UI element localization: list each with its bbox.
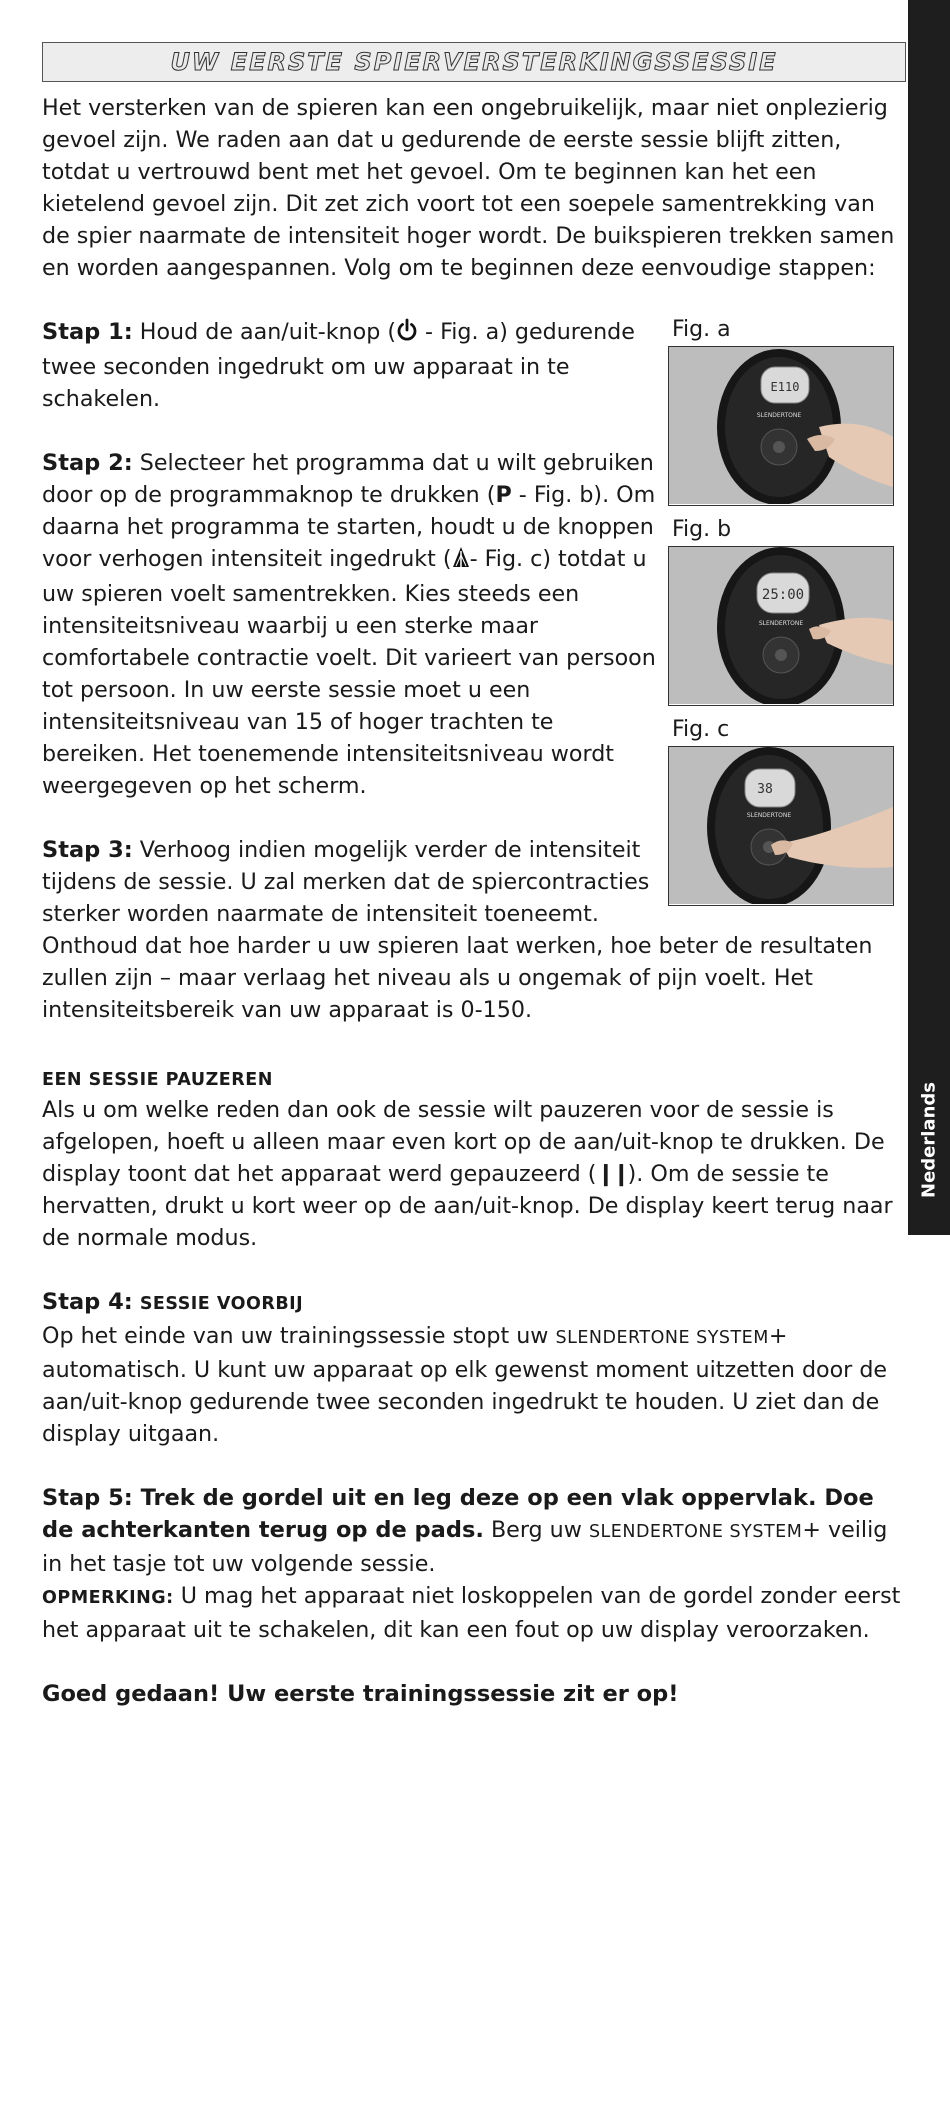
- step-5: [42, 1482, 908, 1646]
- step-1-label: Stap 1:: [42, 319, 133, 345]
- fig-b-photo: [668, 546, 894, 706]
- fig-a-display: E110: [770, 380, 800, 394]
- fig-b-label: Fig. b: [672, 517, 732, 542]
- fig-c-display: 38: [757, 782, 773, 797]
- fig-a-photo: [668, 346, 894, 506]
- step-3-label: Stap 3:: [42, 837, 133, 863]
- step-4-product: SLENDERTONE SYSTEM: [555, 1328, 769, 1348]
- title-box: [42, 42, 906, 82]
- step-1-text-a: Houd de aan/uit-knop (: [132, 319, 396, 345]
- fig-c-label: Fig. c: [672, 717, 730, 742]
- pause-icon: ❙❙: [596, 1161, 628, 1187]
- fig-c-photo: [668, 746, 894, 906]
- step-5-text-b: + veilig in het tasje tot uw volgende sessie.: [42, 1517, 888, 1577]
- step-4-text-a: Op het einde van uw trainingssessie stopt uw: [42, 1323, 556, 1349]
- fig-c-brand: SLENDERTONE: [746, 812, 792, 819]
- language-tab: [908, 1080, 950, 1200]
- step-5-text-a: Berg uw: [483, 1517, 589, 1543]
- step-2: [42, 447, 662, 802]
- closing-line: Goed gedaan! Uw eerste trainingssessie zit er op!: [42, 1681, 679, 1707]
- figures-column: [668, 316, 896, 916]
- page-content: [42, 42, 908, 1710]
- steps-section: [42, 316, 908, 930]
- step-2-label: Stap 2:: [42, 450, 133, 476]
- step-5-product: SLENDERTONE SYSTEM: [588, 1522, 803, 1542]
- step-4-text-b: + automatisch. U kunt uw apparaat op elk gewenst moment uitzetten door de aan/uit-knop gedurende twee seconden ingedrukt te houden. U ziet dan de display uitgaan.: [42, 1323, 888, 1447]
- step-4: [42, 1286, 908, 1450]
- step-1-text-b: - Fig. a) gedurende twee seconden ingedrukt om uw apparaat in te schakelen.: [42, 319, 635, 412]
- intensity-up-icon: [452, 545, 470, 578]
- pause-paragraph: [42, 1094, 908, 1254]
- step-1: [42, 316, 662, 415]
- step-2-text-b: - Fig. b). Om daarna het programma te starten, houdt u de knoppen voor verhogen intensiteit ingedrukt (: [42, 482, 656, 572]
- steps-text-column: [42, 316, 662, 930]
- language-tab-bar: [908, 0, 950, 1235]
- fig-b-brand: SLENDERTONE: [758, 620, 804, 627]
- step-3-text-a: Verhoog indien mogelijk verder de intensiteit tijdens de sessie. U zal merken dat de spiercontracties sterker worden naarmate de intensiteit toeneemt.: [42, 837, 650, 927]
- step-4-heading: SESSIE VOORBIJ: [139, 1294, 304, 1314]
- step-2-text-a: Selecteer het programma dat u wilt gebruiken door op de programmaknop te drukken (: [42, 450, 654, 508]
- step-5-heading: Stap 5: Trek de gordel uit en leg deze op een vlak oppervlak. Doe de achterkanten terug op de pads.: [42, 1485, 874, 1543]
- pause-heading: EEN SESSIE PAUZEREN: [42, 1070, 273, 1090]
- fig-a-label: Fig. a: [672, 317, 731, 342]
- language-tab-label: Nederlands: [918, 1082, 940, 1198]
- pause-text-b: ). Om de sessie te hervatten, drukt u kort weer op de aan/uit-knop. De display keert terug naar de normale modus.: [42, 1161, 893, 1251]
- step-2-text-c: - Fig. c) totdat u uw spieren voelt samentrekken. Kies steeds een intensiteitsniveau waarbij u een sterke maar comfortabele contractie voelt. Dit varieert van persoon tot persoon. In uw eerste sessie moet u een intensiteitsniveau van 15 of hoger trachten te bereiken. Het toenemende intensiteitsniveau wordt weergegeven op het scherm.: [42, 546, 656, 799]
- step-3: [42, 834, 662, 930]
- program-p-symbol: P: [495, 482, 512, 508]
- pause-text-a: Als u om welke reden dan ook de sessie wilt pauzeren voor de sessie is afgelopen, hoeft u alleen maar even kort op de aan/uit-knop te drukken. De display toont dat het apparaat werd gepauzeerd (: [42, 1097, 885, 1187]
- step-4-label: Stap 4:: [42, 1289, 133, 1315]
- note-label: OPMERKING:: [42, 1588, 174, 1608]
- fig-b-display: 25:00: [761, 587, 805, 603]
- fig-a-brand: SLENDERTONE: [756, 412, 802, 419]
- note-text: U mag het apparaat niet loskoppelen van de gordel zonder eerst het apparaat uit te schakelen, dit kan een fout op uw display veroorzaken.: [42, 1583, 901, 1643]
- step-3-continued: Onthoud dat hoe harder u uw spieren laat werken, hoe beter de resultaten zullen zijn – maar verlaag het niveau als u ongemak of pijn voelt. Het intensiteitsbereik van uw apparaat is 0-150.: [42, 933, 873, 1023]
- power-icon: [396, 318, 418, 351]
- intro-paragraph: Het versterken van de spieren kan een ongebruikelijk, maar niet onplezierig gevoel zijn. We raden aan dat u gedurende de eerste sessie blijft zitten, totdat u vertrouwd bent met het gevoel. Om te beginnen kan het een kietelend gevoel zijn. Dit zet zich voort tot een soepele samentrekking van de spier naarmate de intensiteit hoger wordt. De buikspieren trekken samen en worden aangespannen. Volg om te beginnen deze eenvoudige stappen:: [42, 95, 895, 281]
- page-title: UW EERSTE SPIERVERSTERKINGSSESSIE: [170, 48, 778, 76]
